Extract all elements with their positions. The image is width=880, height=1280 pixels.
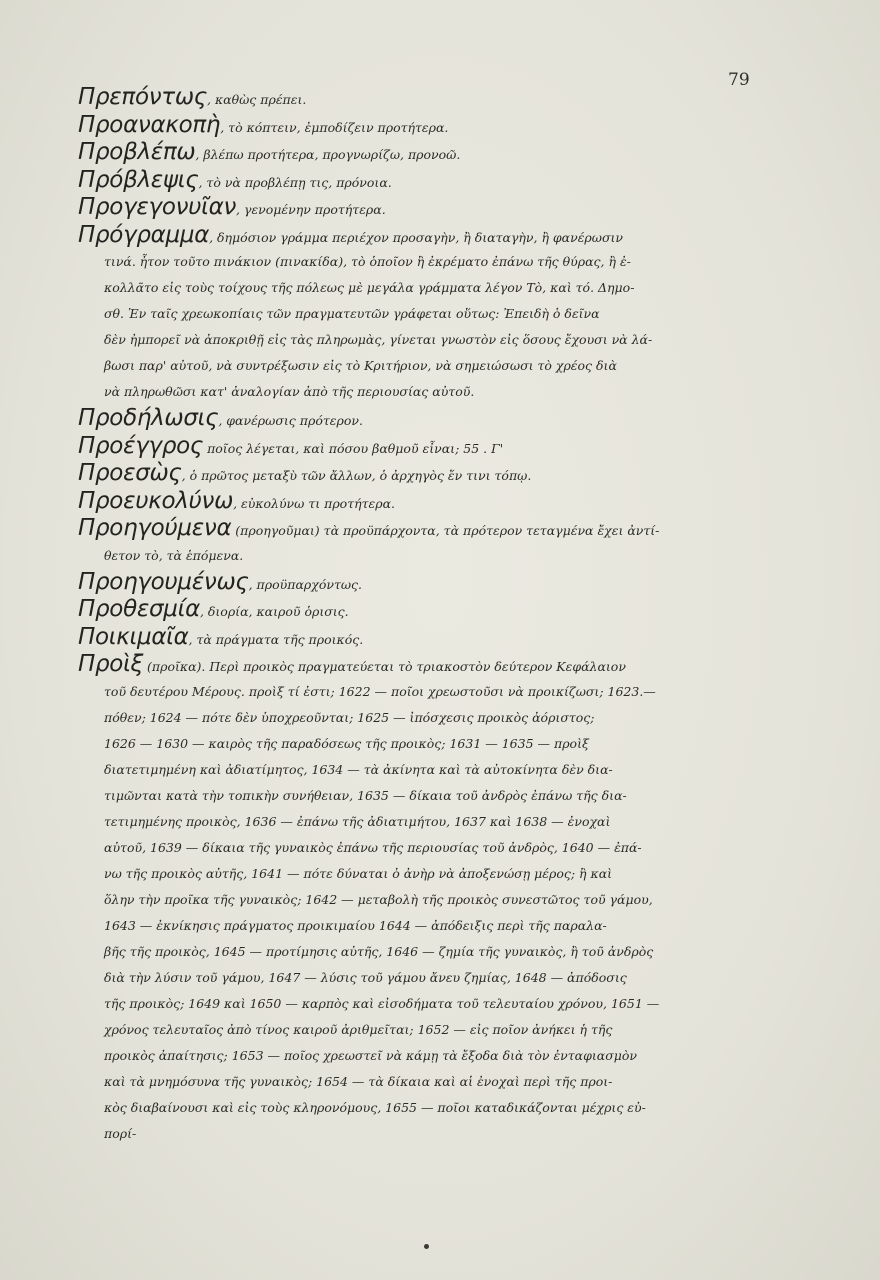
entry-definition-text: , τὸ κόπτειν, ἐμποδίζειν προτήτερα. bbox=[220, 119, 449, 135]
entry-definition-text: νω τῆς προικὸς αὐτῆς, 1641 — πότε δύναται ὁ ἀνὴρ νὰ ἀποξενώσῃ μέρος; ἢ καὶ bbox=[104, 865, 613, 881]
entry-headword: Προγεγονυῖαν bbox=[78, 194, 237, 220]
entry-continuation-line bbox=[78, 301, 798, 327]
dictionary-entry bbox=[78, 112, 798, 140]
entry-definition-text: αὐτοῦ, 1639 — δίκαια τῆς γυναικὸς ἐπάνω τῆς περιουσίας τοῦ ἀνδρὸς, 1640 — ἐπά- bbox=[104, 839, 642, 855]
entry-first-line bbox=[78, 222, 798, 250]
entry-first-line bbox=[78, 405, 798, 433]
entry-definition-text: , προϋπαρχόντως. bbox=[248, 576, 363, 592]
entry-first-line bbox=[78, 651, 798, 679]
entry-continuation-line bbox=[78, 1017, 798, 1043]
entry-definition-text: πορί- bbox=[104, 1125, 137, 1141]
entry-continuation-line bbox=[78, 353, 798, 379]
entry-definition-text: θετον τὸ, τὰ ἑπόμενα. bbox=[104, 547, 244, 563]
entry-continuation-line bbox=[78, 731, 798, 757]
entry-definition-text: , τὸ νὰ προβλέπῃ τις, πρόνοια. bbox=[198, 174, 392, 190]
entry-continuation-line bbox=[78, 1043, 798, 1069]
entry-continuation-line bbox=[78, 965, 798, 991]
dictionary-entry bbox=[78, 405, 798, 433]
dictionary-entry bbox=[78, 460, 798, 488]
entry-continuation-line bbox=[78, 939, 798, 965]
entry-definition-text: βωσι παρ' αὐτοῦ, νὰ συντρέξωσιν εἰς τὸ Κριτήριον, νὰ σημειώσωσι τὸ χρέος διὰ bbox=[104, 358, 617, 373]
entry-definition-text: , εὐκολύνω τι προτήτερα. bbox=[233, 495, 395, 511]
entry-continuation-line bbox=[78, 887, 798, 913]
entry-headword: Προηγουμένως bbox=[78, 568, 249, 595]
entry-continuation-line bbox=[78, 249, 798, 275]
entry-first-line bbox=[78, 167, 798, 195]
entry-definition-text: βῆς τῆς προικὸς, 1645 — προτίμησις αὐτῆς, 1646 — ζημία τῆς γυναικὸς, ἢ τοῦ ἀνδρὸς bbox=[104, 943, 654, 959]
entry-definition-text: ὅλην τὴν προῖκα τῆς γυναικὸς; 1642 — μεταβολὴ τῆς προικὸς συνεστῶτος τοῦ γάμου, bbox=[104, 891, 653, 907]
entry-continuation-line bbox=[78, 809, 798, 835]
entry-first-line bbox=[78, 596, 798, 624]
entry-definition-text: τινά. ἦτον τοῦτο πινάκιον (πινακίδα), τὸ ὁποῖον ἢ ἐκρέματο ἐπάνω τῆς θύρας, ἢ ἐ- bbox=[104, 254, 631, 269]
entry-continuation-line bbox=[78, 991, 798, 1017]
dictionary-entry bbox=[78, 167, 798, 195]
entry-definition-text: κὸς διαβαίνουσι καὶ εἰς τοὺς κληρονόμους, 1655 — ποῖοι καταδικάζονται μέχρις εὐ- bbox=[104, 1099, 646, 1115]
entry-definition-text: , διορία, καιροῦ ὁρισις. bbox=[199, 604, 349, 619]
entry-first-line bbox=[78, 194, 798, 222]
entry-headword: Προὶξ bbox=[78, 651, 144, 677]
entry-definition-text: , καθὼς πρέπει. bbox=[207, 92, 307, 107]
entry-definition-text: κολλᾶτο εἰς τοὺς τοίχους τῆς πόλεως μὲ μεγάλα γράμματα λέγον Τὸ, καὶ τό. Δημο- bbox=[104, 280, 635, 295]
entry-first-line bbox=[78, 488, 798, 516]
entry-definition-text: (προηγοῦμαι) τὰ προϋπάρχοντα, τὰ πρότερον τεταγμένα ἔχει ἀντί- bbox=[231, 523, 660, 538]
entry-definition-text: , τὰ πράγματα τῆς προικός. bbox=[188, 631, 364, 647]
dictionary-entry bbox=[78, 488, 798, 516]
entry-definition-text: τοῦ δευτέρου Μέρους. προὶξ τί ἐστι; 1622 — ποῖοι χρεωστοῦσι νὰ προικίζωσι; 1623.— bbox=[104, 683, 656, 699]
entry-continuation-line bbox=[78, 783, 798, 809]
entry-headword: Προανακοπὴ bbox=[78, 111, 221, 138]
dictionary-entry bbox=[78, 624, 798, 652]
dictionary-entry bbox=[78, 194, 798, 222]
entry-continuation-line bbox=[78, 327, 798, 353]
entry-definition-text: σθ. Ἐν ταῖς χρεωκοπίαις τῶν πραγματευτῶν γράφεται οὕτως: Ἐπειδὴ ὁ δεῖνα bbox=[104, 306, 600, 321]
entry-headword: Προέγγρος bbox=[78, 432, 204, 459]
entry-definition-text: , ὁ πρῶτος μεταξὺ τῶν ἄλλων, ὁ ἀρχηγὸς ἔν τινι τόπῳ. bbox=[181, 468, 532, 483]
entry-continuation-line bbox=[78, 1069, 798, 1095]
entry-continuation-line bbox=[78, 861, 798, 887]
entry-continuation-line bbox=[78, 379, 798, 405]
entry-headword: Προηγούμενα bbox=[78, 515, 232, 541]
entry-first-line bbox=[78, 139, 798, 167]
entry-definition-text: τιμῶνται κατὰ τὴν τοπικὴν συνήθειαν, 1635 — δίκαια τοῦ ἀνδρὸς ἐπάνω τῆς δια- bbox=[104, 787, 627, 803]
entry-first-line bbox=[78, 84, 798, 112]
entry-definition-text: , βλέπω προτήτερα, προγνωρίζω, προνοῶ. bbox=[195, 147, 461, 162]
entry-definition-text: διὰ τὴν λύσιν τοῦ γάμου, 1647 — λύσις τοῦ γάμου ἄνευ ζημίας, 1648 — ἀπόδοσις bbox=[104, 969, 627, 985]
entry-headword: Πρεπόντως bbox=[78, 84, 207, 110]
entry-continuation-line bbox=[78, 835, 798, 861]
entry-continuation-line bbox=[78, 913, 798, 939]
entry-definition-text: , δημόσιον γράμμα περιέχον προσαγὴν, ἢ διαταγὴν, ἢ φανέρωσιν bbox=[209, 229, 623, 245]
entry-definition-text: (προῖκα). Περὶ προικὸς πραγματεύεται τὸ τριακοστὸν δεύτερον Κεφάλαιον bbox=[143, 659, 626, 674]
entry-definition-text: , γενομένην προτήτερα. bbox=[236, 202, 386, 217]
dictionary-entry bbox=[78, 84, 798, 112]
entry-continuation-line bbox=[78, 1095, 798, 1121]
entry-definition-text: χρόνος τελευταῖος ἀπὸ τίνος καιροῦ ἀριθμεῖται; 1652 — εἰς ποῖον ἀνήκει ἡ τῆς bbox=[104, 1021, 613, 1037]
entry-continuation-line bbox=[78, 679, 798, 705]
entry-continuation-line bbox=[78, 757, 798, 783]
entry-definition-text: τῆς προικὸς; 1649 καὶ 1650 — καρπὸς καὶ εἰσοδήματα τοῦ τελευταίου χρόνου, 1651 — bbox=[104, 995, 660, 1011]
entry-continuation-line bbox=[78, 705, 798, 731]
dictionary-entry bbox=[78, 433, 798, 461]
entry-definition-text: τετιμημένης προικὸς, 1636 — ἐπάνω τῆς ἀδιατιμήτου, 1637 καὶ 1638 — ἐνοχαὶ bbox=[104, 813, 611, 829]
entry-definition-text: διατετιμημένη καὶ ἀδιατίμητος, 1634 — τὰ ἀκίνητα καὶ τὰ αὐτοκίνητα δὲν δια- bbox=[104, 761, 613, 777]
entry-definition-text: δὲν ἠμπορεῖ νὰ ἀποκριθῇ εἰς τὰς πληρωμὰς, γίνεται γνωστὸν εἰς ὅσους ἔχουσι νὰ λά- bbox=[104, 332, 653, 347]
entry-first-line bbox=[78, 515, 798, 543]
entry-definition-text: νὰ πληρωθῶσι κατ' ἀναλογίαν ἀπὸ τῆς περιουσίας αὐτοῦ. bbox=[104, 384, 475, 399]
entry-headword: Προεσὼς bbox=[78, 460, 182, 486]
entry-definition-text: , φανέρωσις πρότερον. bbox=[218, 413, 363, 428]
dictionary-entry bbox=[78, 139, 798, 167]
entry-headword: Πρόβλεψις bbox=[78, 166, 199, 193]
dictionary-entry bbox=[78, 596, 798, 624]
entry-first-line bbox=[78, 569, 798, 597]
entry-continuation-line bbox=[78, 275, 798, 301]
dictionary-entry bbox=[78, 651, 798, 1147]
entry-definition-text: πόθεν; 1624 — πότε δὲν ὑποχρεοῦνται; 1625 — ἰπόσχεσις προικὸς ἀόριστος; bbox=[104, 709, 595, 725]
entry-headword: Πρόγραμμα bbox=[78, 221, 210, 248]
entry-definition-text: ποῖος λέγεται, καὶ πόσου βαθμοῦ εἶναι; 55 . Γ' bbox=[203, 440, 504, 456]
entry-headword: Προθεσμία bbox=[78, 596, 200, 622]
dictionary-entry bbox=[78, 569, 798, 597]
entry-headword: Προδήλωσις bbox=[78, 405, 219, 431]
page-number: 79 bbox=[728, 70, 750, 90]
dictionary-entry bbox=[78, 515, 798, 569]
entry-definition-text: 1626 — 1630 — καιρὸς τῆς παραδόσεως τῆς προικὸς; 1631 — 1635 — προὶξ bbox=[104, 735, 589, 751]
entry-definition-text: προικὸς ἀπαίτησις; 1653 — ποῖος χρεωστεῖ νὰ κάμῃ τὰ ἔξοδα διὰ τὸν ἐνταφιασμὸν bbox=[104, 1047, 637, 1063]
entry-definition-text: καὶ τὰ μνημόσυνα τῆς γυναικὸς; 1654 — τὰ δίκαια καὶ αἱ ἐνοχαὶ περὶ τῆς προι- bbox=[104, 1073, 613, 1089]
entry-headword: Ποικιμαῖα bbox=[78, 623, 189, 650]
entry-headword: Προβλέπω bbox=[78, 139, 196, 165]
ink-dot bbox=[424, 1244, 429, 1249]
dictionary-entry bbox=[78, 222, 798, 406]
entry-continuation-line bbox=[78, 543, 798, 569]
entry-first-line bbox=[78, 112, 798, 140]
dictionary-entries bbox=[78, 84, 798, 1147]
entry-first-line bbox=[78, 460, 798, 488]
entry-first-line bbox=[78, 624, 798, 652]
entry-definition-text: 1643 — ἐκνίκησις πράγματος προικιμαίου 1644 — ἀπόδειξις περὶ τῆς παραλα- bbox=[104, 917, 607, 933]
entry-first-line bbox=[78, 433, 798, 461]
entry-headword: Προευκολύνω bbox=[78, 487, 234, 514]
entry-continuation-line bbox=[78, 1121, 798, 1147]
